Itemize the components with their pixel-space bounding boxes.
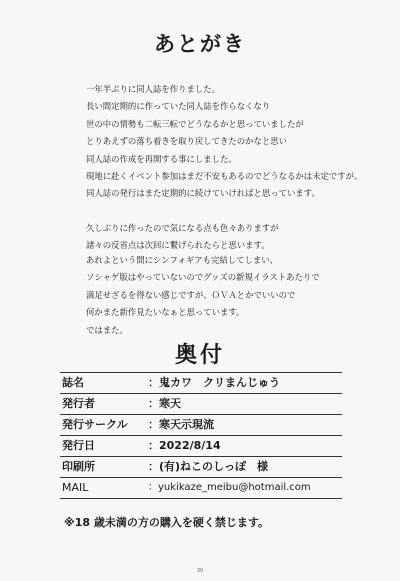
afterword-line: 世の中の情勢も二転三転でどうなるかと思っていましたが [86,118,304,129]
afterword-line: 同人誌の作成を再開する事にしました。 [86,153,237,164]
colophon-value: ：2022/8/14 [148,439,221,452]
page-number: 30 [196,568,204,574]
afterword-line: ではまた。 [86,324,128,335]
afterword-line: 同人誌の発行はまた定期的に続けていければと思っています。 [86,188,320,199]
colophon-row-date [60,436,342,456]
colophon-row-printer [60,457,342,477]
colophon-label: 誌名 [62,376,84,389]
colophon-value: ：寒天示現流 [148,418,214,431]
afterword-line: 久しぶりに作ったので気になる点も色々ありますが [86,223,279,233]
afterword-line: あれよという間にシンフォギアも完結してしまい、 [86,255,278,265]
afterword-title: あとがき [154,32,246,56]
age-restriction-notice: ※18 歳未満の方の購入を硬く禁じます。 [64,516,269,529]
afterword-line: 長い間定期的に作っていた同人誌を作らなくなり [86,101,271,112]
colophon-label: 印刷所 [62,460,95,473]
colophon-divider [60,498,342,499]
colophon-row-circle [60,415,342,435]
afterword-line: 現地に赴くイベント参加はまだ不安もあるのでどうなるかは未定ですが、 [86,171,363,182]
afterword-paragraph-3-final [86,252,386,339]
colophon-row-title [60,373,342,393]
afterword-line: とりあえずの落ち着きを取り戻してきたのかなと思い [86,136,287,147]
afterword-line: 諸々の反省点は次回に繋げられたらと思います。 [86,240,270,251]
colophon-row-publisher [60,394,342,414]
afterword-line: 一年半ぶりに同人誌を作りました。 [86,84,220,94]
afterword-paragraph-2 [86,220,386,255]
afterword-line: ソシャゲ版はやっていないのでグッズの新規イラストあたりで [86,272,320,283]
colophon-title: 奥付 [174,343,225,368]
colophon-value: ：寒天 [148,397,181,410]
colophon-label: 発行者 [62,397,95,410]
colophon-row-mail [60,478,342,498]
afterword-line: 満足せざるを得ない感じですが、ＯＶＡとかでいいので [86,289,296,300]
colophon-value-email: ：yukikaze_meibu@hotmail.com [148,482,311,493]
afterword-line: 何かまた新作見たいなぁと思っています。 [86,307,245,318]
colophon-label: MAIL [62,481,89,494]
colophon-label: 発行サークル [62,418,128,431]
colophon-value: ：(有)ねこのしっぽ 様 [148,460,269,473]
colophon-value: ：鬼カワ クリまんじゅう [148,376,280,389]
afterword-paragraph-1 [86,81,386,203]
colophon-label: 発行日 [62,439,95,452]
